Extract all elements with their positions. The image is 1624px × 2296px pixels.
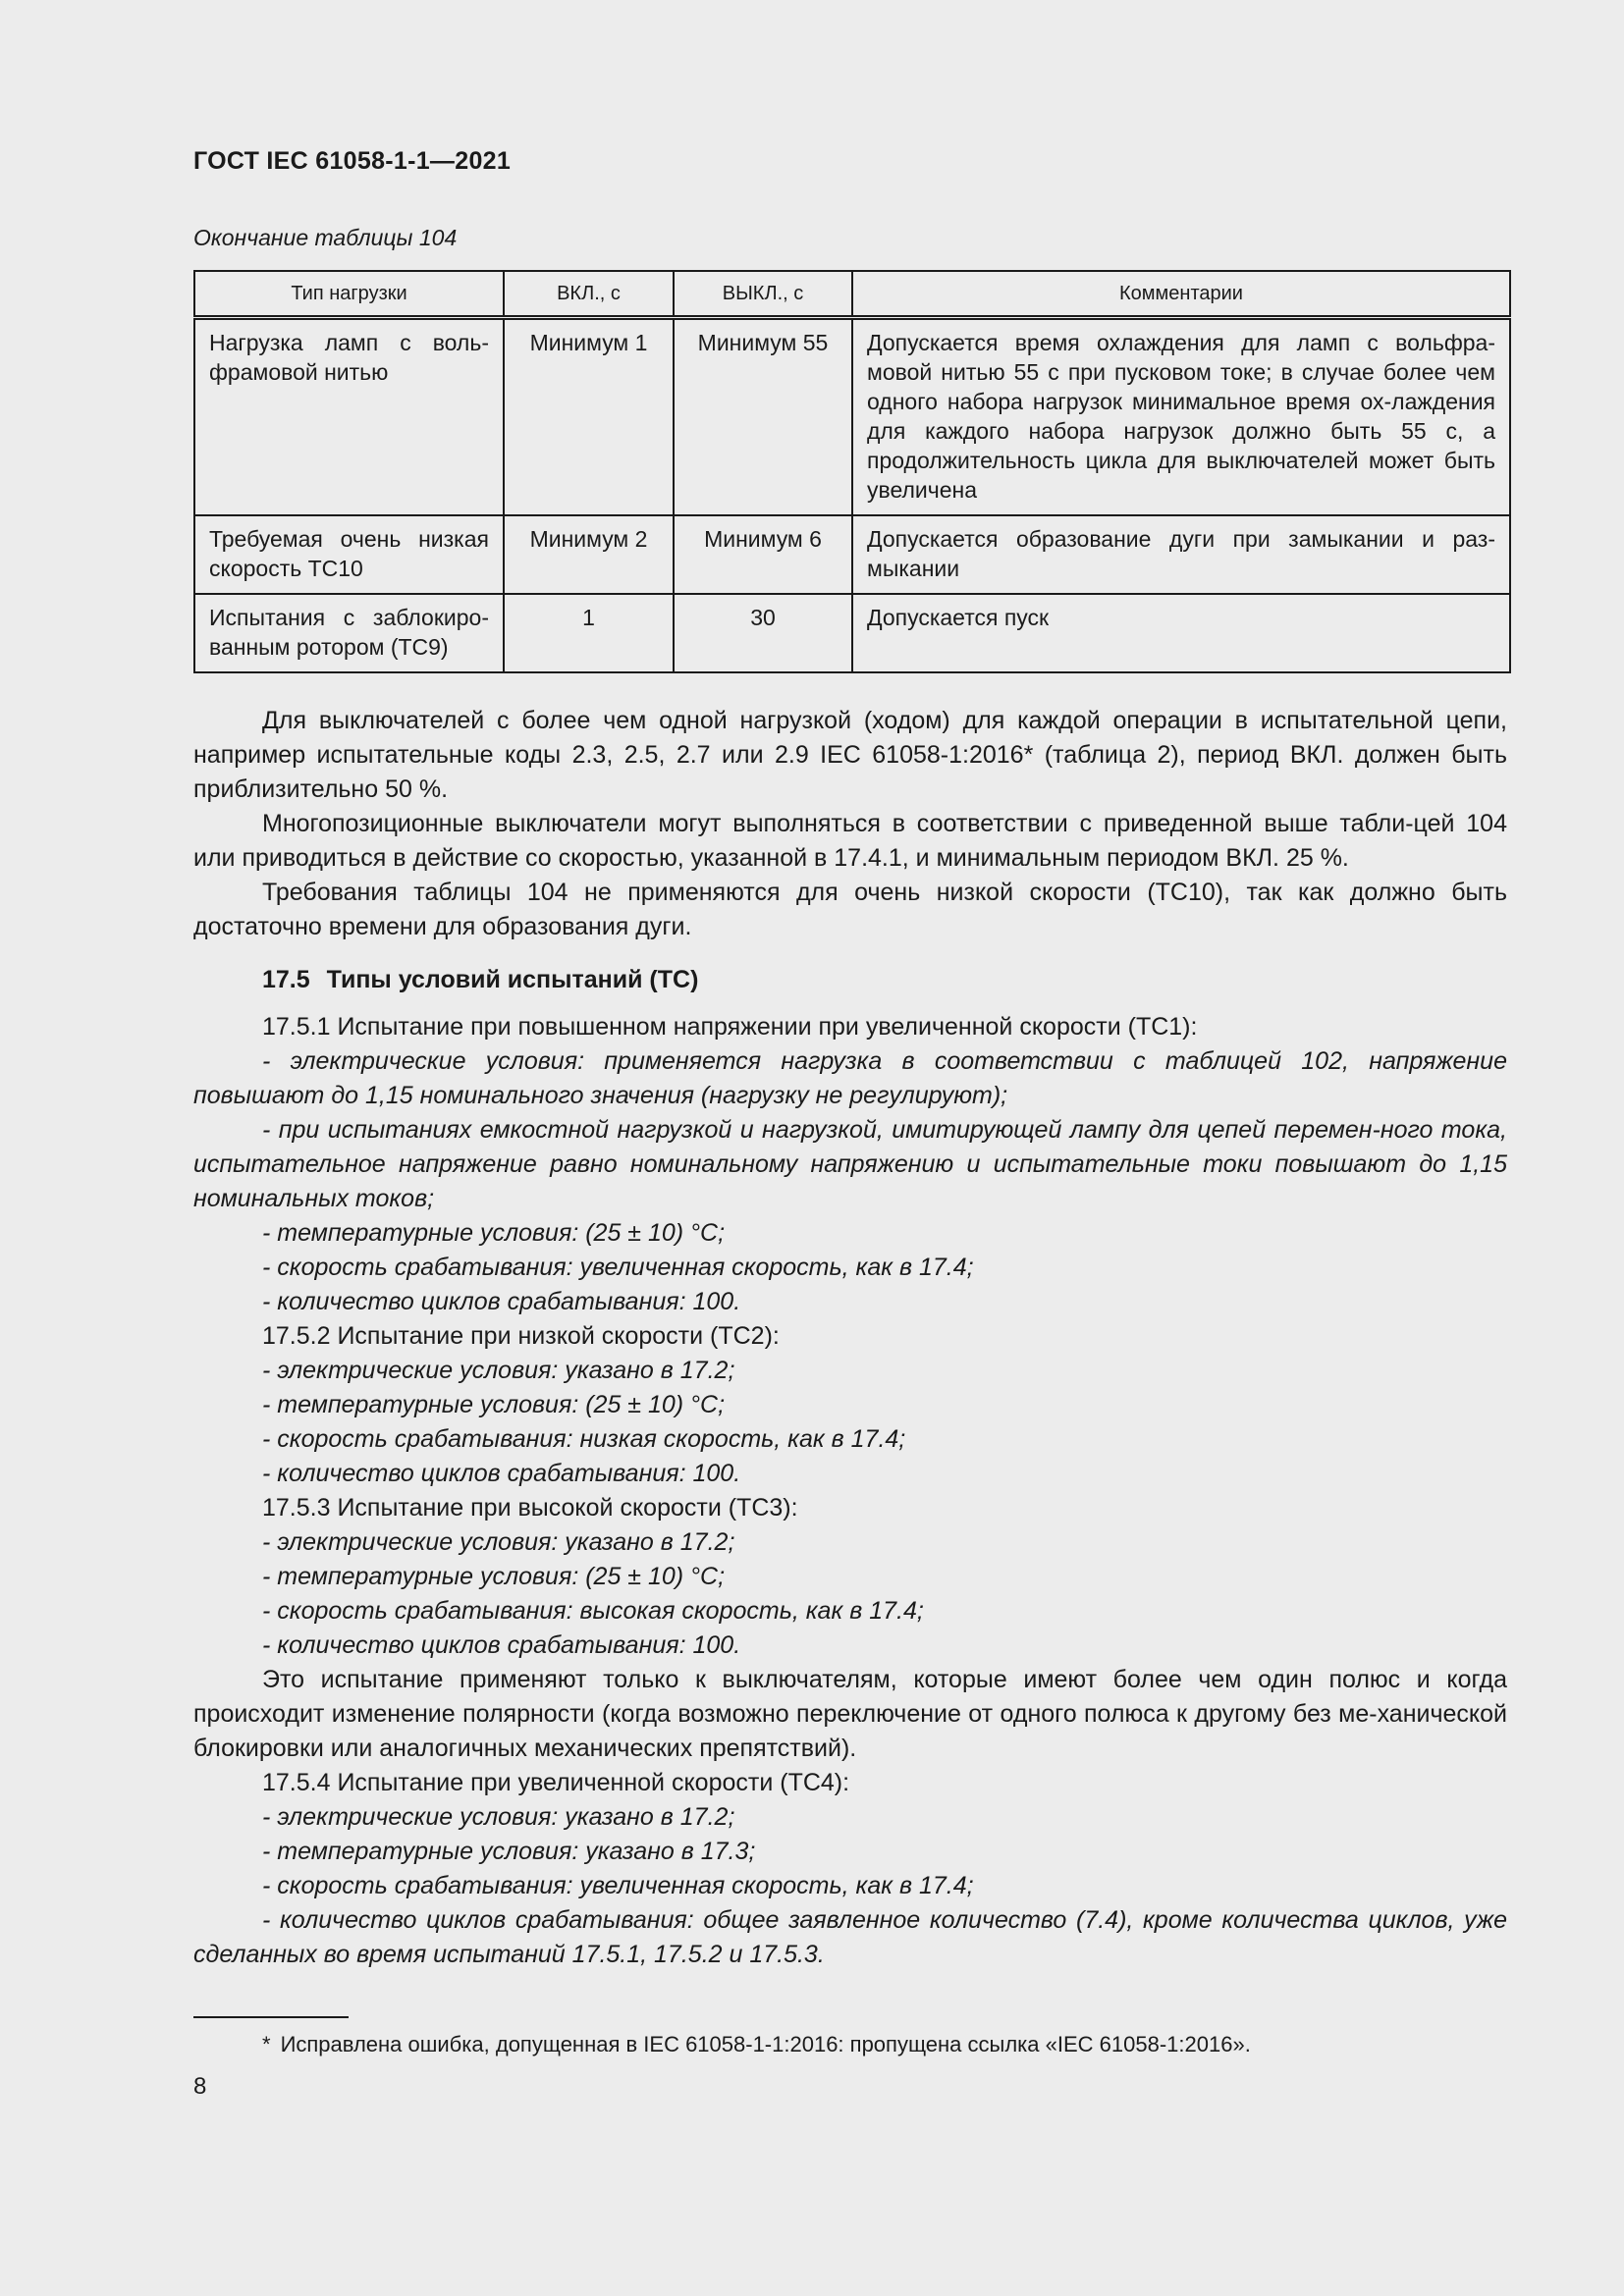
cell-comment: Допускается образование дуги при замыкании и раз-мыкании xyxy=(852,515,1510,594)
section-heading xyxy=(262,963,1507,997)
condition-item: - количество циклов срабатывания: общее заявленное количество (7.4), кроме количества циклов, уже сделанных во время испытаний 17.5.1, 17.5.2 и 17.5.3. xyxy=(193,1906,1507,1968)
cell-off: 30 xyxy=(674,594,852,672)
column-header-comments: Комментарии xyxy=(852,271,1510,318)
condition-item: - температурные условия: указано в 17.3; xyxy=(262,1838,756,1865)
column-header-load-type: Тип нагрузки xyxy=(194,271,504,318)
paragraph: Требования таблицы 104 не применяются для очень низкой скорости (ТС10), так как должно быть достаточно времени для образования дуги. xyxy=(193,879,1507,940)
cell-comment: Допускается пуск xyxy=(852,594,1510,672)
footnote-divider xyxy=(193,2016,349,2018)
table-row xyxy=(194,318,1510,516)
cell-load-type: Требуемая очень низкая скорость ТС10 xyxy=(194,515,504,594)
paragraph: Многопозиционные выключатели могут выполняться в соответствии с приведенной выше табли-цей 104 или приводиться в действие со скоростью, указанной в 17.4.1, и минимальным периодом ВКЛ. 25 %. xyxy=(193,810,1507,872)
condition-item: - скорость срабатывания: низкая скорость, как в 17.4; xyxy=(262,1425,906,1453)
table-row xyxy=(194,594,1510,672)
table-row xyxy=(194,515,1510,594)
condition-item: - при испытаниях емкостной нагрузкой и нагрузкой, имитирующей лампу для цепей перемен-ного тока, испытательное напряжение равно номинальному напряжению и испытательные токи повышают до 1,15 номинальных токов; xyxy=(193,1116,1507,1212)
cell-on: 1 xyxy=(504,594,674,672)
table-header-row xyxy=(194,271,1510,318)
body-text xyxy=(193,704,1507,1972)
document-header: ГОСТ IEC 61058-1-1—2021 xyxy=(193,147,512,175)
page-number: 8 xyxy=(193,2073,207,2100)
paragraph: Для выключателей с более чем одной нагрузкой (ходом) для каждой операции в испытательной цепи, например испытательные коды 2.3, 2.5, 2.7 или 2.9 IEC 61058-1:2016* (таблица 2), период ВКЛ. должен быть приблизительно 50 %. xyxy=(193,707,1507,803)
section-number: 17.5 xyxy=(262,966,310,993)
condition-item: - скорость срабатывания: увеличенная скорость, как в 17.4; xyxy=(262,1872,974,1899)
subsection-title: 17.5.2 Испытание при низкой скорости (ТС2): xyxy=(262,1322,780,1350)
cell-comment: Допускается время охлаждения для ламп с вольфра-мовой нитью 55 с при пусковом токе; в случае более чем одного набора нагрузок минимальное время ох-лаждения для каждого набора нагрузок должно быть 55 с, а продолжительность цикла для выключателей может быть увеличена xyxy=(852,318,1510,516)
condition-item: - электрические условия: указано в 17.2; xyxy=(262,1528,735,1556)
subsection-title: 17.5.1 Испытание при повышенном напряжении при увеличенной скорости (ТС1): xyxy=(262,1013,1198,1041)
paragraph: Это испытание применяют только к выключателям, которые имеют более чем один полюс и когда происходит изменение полярности (когда возможно переключение от одного полюса к другому без ме-ханической блокировки или аналогичных механических препятствий). xyxy=(193,1666,1507,1762)
footnote xyxy=(262,2032,1251,2057)
subsection-title: 17.5.4 Испытание при увеличенной скорости (ТС4): xyxy=(262,1769,850,1796)
condition-item: - количество циклов срабатывания: 100. xyxy=(262,1460,741,1487)
condition-item: - температурные условия: (25 ± 10) °С; xyxy=(262,1391,726,1418)
subsection-title: 17.5.3 Испытание при высокой скорости (ТС3): xyxy=(262,1494,798,1522)
cell-load-type: Испытания с заблокиро-ванным ротором (ТС9) xyxy=(194,594,504,672)
cell-off: Минимум 6 xyxy=(674,515,852,594)
load-table xyxy=(193,270,1511,673)
section-title: Типы условий испытаний (ТС) xyxy=(326,966,699,993)
condition-item: - скорость срабатывания: высокая скорость, как в 17.4; xyxy=(262,1597,924,1625)
cell-load-type: Нагрузка ламп с воль-фрамовой нитью xyxy=(194,318,504,516)
condition-item: - скорость срабатывания: увеличенная скорость, как в 17.4; xyxy=(262,1254,974,1281)
table-caption: Окончание таблицы 104 xyxy=(193,225,458,250)
condition-item: - количество циклов срабатывания: 100. xyxy=(262,1288,741,1315)
column-header-off: ВЫКЛ., с xyxy=(674,271,852,318)
condition-item: - количество циклов срабатывания: 100. xyxy=(262,1631,741,1659)
cell-on: Минимум 2 xyxy=(504,515,674,594)
footnote-text: Исправлена ошибка, допущенная в IEC 61058-1-1:2016: пропущена ссылка «IEC 61058-1:2016». xyxy=(280,2032,1251,2056)
column-header-on: ВКЛ., с xyxy=(504,271,674,318)
cell-on: Минимум 1 xyxy=(504,318,674,516)
condition-item: - электрические условия: указано в 17.2; xyxy=(262,1357,735,1384)
condition-item: - температурные условия: (25 ± 10) °С; xyxy=(262,1219,726,1247)
condition-item: - электрические условия: применяется нагрузка в соответствии с таблицей 102, напряжение повышают до 1,15 номинального значения (нагрузку не регулируют); xyxy=(193,1047,1507,1109)
condition-item: - электрические условия: указано в 17.2; xyxy=(262,1803,735,1831)
footnote-marker: * xyxy=(262,2032,271,2056)
condition-item: - температурные условия: (25 ± 10) °С; xyxy=(262,1563,726,1590)
cell-off: Минимум 55 xyxy=(674,318,852,516)
